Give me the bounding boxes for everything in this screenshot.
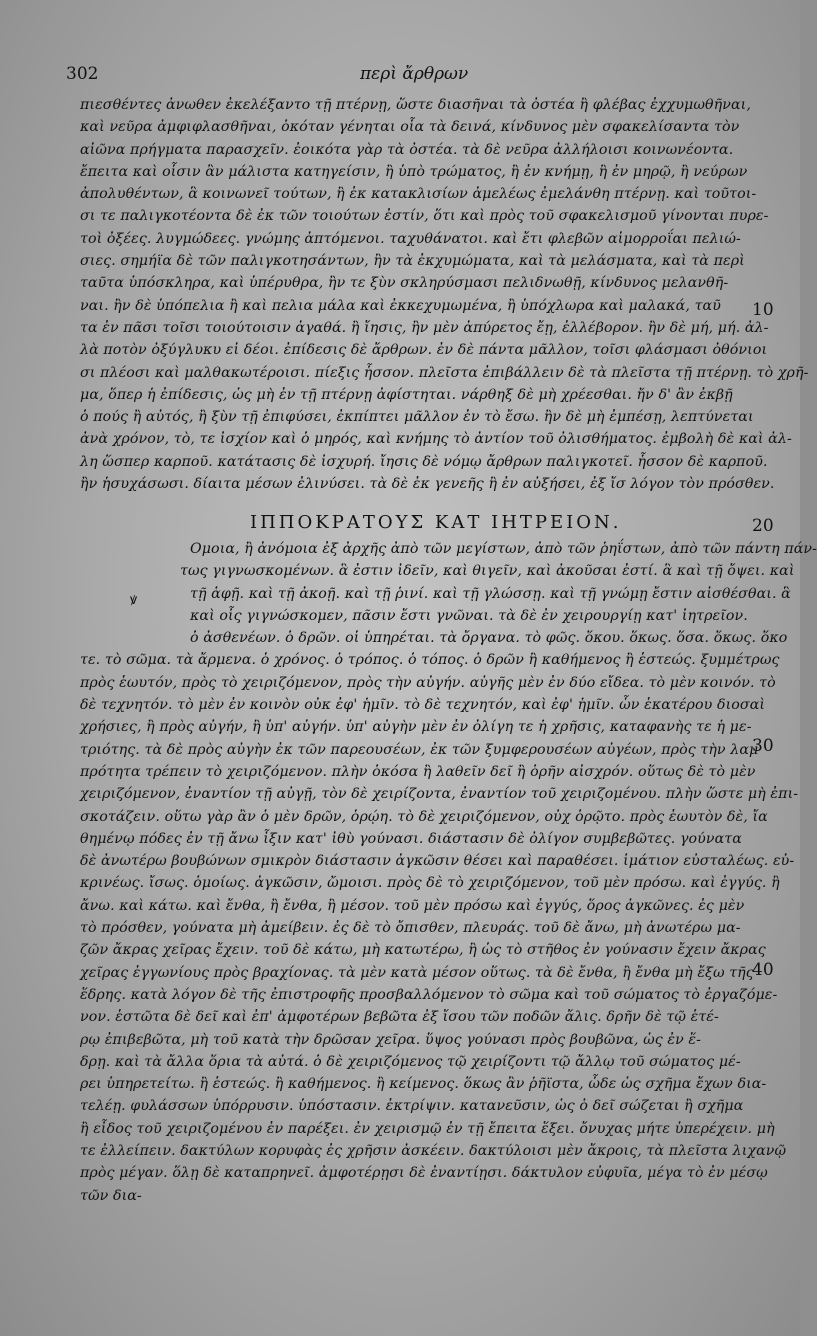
text-line: τὸ πρόσθεν, γούνατα μὴ ἀμείβειν. ἐς δὲ τὸ ὄπισθεν, πλευράς. τοῦ δὲ ἄνω, μὴ ἀνωτέρω μα-	[80, 920, 741, 937]
running-head: περὶ ἄρθρων	[360, 64, 469, 84]
text-line: λὰ ποτὸν ὀξύγλυκυ εἰ δέοι. ἐπίδεσις δὲ ἄρθρων. ἐν δὲ πάντα μᾶλλον, τοῖσι φλάσμασι ὀθόνιοι	[80, 342, 768, 359]
section-title: ΙΠΠΟΚΡΑΤΟΥΣ ΚΑΤ ΙΗΤΡΕΙΟΝ.	[250, 512, 622, 533]
text-line: τριότης. τὰ δὲ πρὸς αὐγὴν ἐκ τῶν παρεουσέων, ἐκ τῶν ξυμφερουσέων αὐγέων, πρὸς τὴν λαμ	[80, 741, 759, 758]
text-line: πρὸς ἑωυτόν, πρὸς τὸ χειριζόμενον, πρὸς τὴν αὐγήν. αὐγῆς μὲν ἐν δύο εἴδεα. τὸ μὲν κοινόν. τὸ	[80, 674, 776, 691]
text-line: δρῃ. καὶ τὰ ἄλλα ὅρια τὰ αὐτά. ὁ δὲ χειριζόμενος τῷ χειρίζοντι τῷ ἄλλῳ τοῦ σώματος μέ-	[80, 1053, 741, 1070]
line-number-30: 30	[752, 736, 774, 756]
text-line: χεῖρας ἐγγωνίους πρὸς βραχίονας. τὰ μὲν κατὰ μέσον οὕτως. τὰ δὲ ἔνθα, ἢ ἔνθα μὴ ἔξω τῆς	[80, 964, 754, 981]
text-line: αἰῶνα πρήγματα παρασχεῖν. ἐοικότα γὰρ τὰ ὀστέα. τὰ δὲ νεῦρα ἀλλήλοισι κοινωνέοντα.	[80, 141, 734, 158]
text-line: ἢν ἡσυχάσωσι. δίαιτα μέσων ἐλινύσει. τὰ δὲ ἐκ γενεῆς ἢ ἐν αὐξήσει, ἐξ ἴσ λόγον τὸν πρόσθεν.	[80, 476, 775, 493]
text-line: ἕδρης. κατὰ λόγον δὲ τῆς ἐπιστροφῆς προσβαλλόμενον τὸ σῶμα καὶ τοῦ σώματος τὸ ἐργαζόμε-	[80, 986, 778, 1003]
text-line: πρὸς μέγαν. ὅλῃ δὲ καταπρηνεῖ. ἀμφοτέρῃσι δὲ ἐναντίῃσι. δάκτυλον εὐφυῖα, μέγα τὸ ἐν μέσῳ	[80, 1165, 768, 1182]
text-line: σκοτάζειν. οὕτω γὰρ ἂν ὁ μὲν δρῶν, ὁρῴη. τὸ δὲ χειριζόμενον, οὐχ ὁρῷτο. πρὸς ἑωυτὸν δὲ, ἴα	[80, 808, 768, 825]
text-line: ἀπολυθέντων, ἃ κοινωνεῖ τούτων, ἢ ἐκ κατακλισίων ἀμελέως ἐμελάνθη πτέρνῃ. καὶ τοῦτοι-	[80, 186, 757, 203]
text-line: τελέῃ. φυλάσσων ὑπόρρυσιν. ὑπόστασιν. ἐκτρίψιν. κατανεῦσιν, ὡς ὁ δεῖ σώζεται ἢ σχῆμα	[80, 1098, 744, 1115]
text-line: δὲ ἀνωτέρω βουβώνων σμικρὸν διάστασιν ἀγκῶσιν θέσει καὶ παραθέσει. ἱμάτιον εὐσταλέως. εὐ-	[80, 853, 795, 870]
text-line: σιες. σημήϊα δὲ τῶν παλιγκοτησάντων, ἢν τὰ ἐκχυμώματα, καὶ τὰ μελάσματα, καὶ τὰ περὶ	[80, 253, 745, 270]
text-line: θημένῳ πόδες ἐν τῇ ἄνω ἶξιν κατ' ἰθὺ γούνασι. διάστασιν δὲ ὀλίγον συμβεβῶτες. γούνατα	[80, 830, 742, 847]
text-line: δὲ τεχνητόν. τὸ μὲν ἐν κοινὸν οὐκ ἐφ' ἡμῖν. τὸ δὲ τεχνητόν, καὶ ἐφ' ἡμῖν. ὧν ἑκατέρου διοσαὶ	[80, 697, 766, 714]
text-line: τῇ ἁφῇ. καὶ τῇ ἀκοῇ. καὶ τῇ ῥινί. καὶ τῇ γλώσσῃ. καὶ τῇ γνώμῃ ἔστιν αἰσθέσθαι. ἃ	[190, 585, 791, 602]
text-line: χρήσιες, ἢ πρὸς αὐγήν, ἢ ὑπ' αὐγήν. ὑπ' αὐγὴν μὲν ἐν ὀλίγη τε ἡ χρῆσις, καταφανὴς τε ἡ με-	[80, 719, 752, 736]
page-number: 302	[66, 64, 99, 84]
text-line: νον. ἑστῶτα δὲ δεῖ καὶ ἐπ' ἀμφοτέρων βεβῶτα ἐξ ἴσου τῶν ποδῶν ἄλις. δρῆν δὲ τῷ ἑτέ-	[80, 1009, 719, 1026]
text-line: τε ἐλλείπειν. δακτύλων κορυφὰς ἐς χρῆσιν ἀσκέειν. δακτύλοισι μὲν ἄκροις, τὰ πλεῖστα λιχανῷ	[80, 1143, 787, 1160]
text-line: ἔπειτα καὶ οἷσιν ἂν μάλιστα κατηγείσιν, ἢ ὑπὸ τρώματος, ἢ ἐν κνήμῃ, ἢ ἐν μηρῷ, ἢ νεύρων	[80, 163, 748, 180]
text-line: λη ὥσπερ καρποῦ. κατάτασις δὲ ἰσχυρή. ἴησις δὲ νόμῳ ἄρθρων παλιγκοτεῖ. ἧσσον δὲ καρποῦ.	[80, 453, 768, 470]
text-line: τοὶ ὀξέες. λυγμώδεες. γνώμης ἁπτόμενοι. ταχυθάνατοι. καὶ ἔτι φλεβῶν αἱμορροΐαι πελιώ-	[80, 230, 741, 247]
line-number-20: 20	[752, 516, 774, 536]
line-number-10: 10	[752, 300, 774, 320]
text-line: ἢ εἶδος τοῦ χειριζομένου ἐν παρέξει. ἐν χειρισμῷ ἐν τῇ ἔπειτα ἕξει. ὄνυχας μήτε ὑπερέχειν. μὴ	[80, 1120, 775, 1137]
text-line: ἄνω. καὶ κάτω. καὶ ἔνθα, ἢ ἔνθα, ἢ μέσον. τοῦ μὲν πρόσω καὶ ἐγγύς, ὅρος ἀγκῶνες. ἐς μὲν	[80, 897, 745, 914]
text-line: τῶν δια-	[80, 1187, 142, 1204]
text-line: πρότητα τρέπειν τὸ χειριζόμενον. πλὴν ὁκόσα ἢ λαθεῖν δεῖ ἢ ὁρῆν αἰσχρόν. οὕτως δὲ τὸ μὲν	[80, 763, 756, 780]
text-line: ὁ ἀσθενέων. ὁ δρῶν. οἱ ὑπηρέται. τὰ ὄργανα. τὸ φῶς. ὅκου. ὅκως. ὅσα. ὅκως. ὅκο	[190, 630, 788, 647]
text-line: καὶ οἷς γιγνώσκομεν, πᾶσιν ἔστι γνῶναι. τὰ δὲ ἐν χειρουργίῃ κατ' ἰητρεῖον.	[190, 607, 748, 624]
text-line: καὶ νεῦρα ἀμφιφλασθῆναι, ὁκόταν γένηται οἷα τὰ δεινά, κίνδυνος μὲν σφακελίσαντα τὸν	[80, 119, 740, 136]
text-line: Ομοια, ἢ ἀνόμοια ἐξ ἀρχῆς ἀπὸ τῶν μεγίστων, ἀπὸ τῶν ῥηΐστων, ἀπὸ τῶν πάντη πάν-	[190, 541, 817, 557]
text-line: τως γιγνωσκομένων. ἃ ἐστιν ἰδεῖν, καὶ θιγεῖν, καὶ ἀκοῦσαι ἐστί. ἃ καὶ τῇ ὄψει. καὶ	[180, 563, 795, 580]
text-line: ταῦτα ὑπόσκληρα, καὶ ὑπέρυθρα, ἢν τε ξὺν σκληρύσμασι πελιδνωθῇ, κίνδυνος μελανθῆ-	[80, 275, 729, 292]
text-line: ναι. ἢν δὲ ὑπόπελια ἢ καὶ πελια μάλα καὶ ἐκκεχυμωμένα, ἢ ὑπόχλωρα καὶ μαλακά, ταῦ	[80, 297, 721, 314]
text-line: κρινέως. ἴσως. ὁμοίως. ἀγκῶσιν, ὤμοισι. πρὸς δὲ τὸ χειριζόμενον, τοῦ μὲν πρόσω. καὶ ἐγγύς. ἢ	[80, 875, 780, 892]
text-line: χειριζόμενον, ἐναντίον τῇ αὐγῇ, τὸν δὲ χειρίζοντα, ἐναντίον τοῦ χειριζομένου. πλὴν ὥστε μὴ ἐπι-	[80, 786, 799, 803]
text-line: σι πλέοσι καὶ μαλθακωτέροισι. πίεξις ἧσσον. πλεῖστα ἐπιβάλλειν δὲ τὰ πλεῖστα τῇ πτέρνῃ. τὸ χρῆ-	[80, 364, 809, 381]
text-line: ρῳ ἐπιβεβῶτα, μὴ τοῦ κατὰ τὴν δρῶσαν χεῖρα. ὕψος γούνασι πρὸς βουβῶνα, ὡς ἐν ἕ-	[80, 1031, 702, 1048]
text-line: ἀνὰ χρόνον, τὸ, τε ἰσχίον καὶ ὁ μηρός, καὶ κνήμης τὸ ἀντίον τοῦ ὀλισθήματος. ἐμβολὴ δὲ καὶ ἀλ-	[80, 431, 792, 448]
text-line: ζῶν ἄκρας χεῖρας ἔχειν. τοῦ δὲ κάτω, μὴ κατωτέρω, ἢ ὡς τὸ στῆθος ἐν γούνασιν ἔχειν ἄκρας	[80, 942, 766, 959]
text-line: ὁ πούς ἢ αὐτός, ἢ ξὺν τῇ ἐπιφύσει, ἐκπίπτει μᾶλλον ἐν τὸ ἔσω. ἢν δὲ μὴ ἐμπέσῃ, λεπτύνεται	[80, 409, 754, 426]
text-line: σι τε παλιγκοτέοντα δὲ ἐκ τῶν τοιούτων ἐστίν, ὅτι καὶ πρὸς τοῦ σφακελισμοῦ γίνονται πυρε-	[80, 208, 769, 225]
marginal-marker: ꝟ	[130, 592, 138, 608]
text-line: ρει ὑπηρετείτω. ἢ ἑστεώς. ἢ καθήμενος. ἢ κείμενος. ὅκως ἂν ῥῆϊστα, ὧδε ὡς σχῆμα ἔχων δια-	[80, 1076, 767, 1093]
text-line: τα ἐν πᾶσι τοῖσι τοιούτοισιν ἀγαθά. ἢ ἴησις, ἢν μὲν ἀπύρετος ἔῃ, ἐλλέβορον. ἢν δὲ μή, μή. ἀλ-	[80, 319, 769, 336]
line-number-40: 40	[752, 960, 774, 980]
text-line: πιεσθέντες ἀνωθεν ἐκελέξαντο τῇ πτέρνῃ, ὥστε διασῆναι τὰ ὀστέα ἢ φλέβας ἐχχυμωθῆναι,	[80, 97, 751, 113]
text-line: μα, ὅπερ ἡ ἐπίδεσις, ὡς μὴ ἐν τῇ πτέρνῃ ἀφίστηται. νάρθηξ δὲ μὴ χρέεσθαι. ἤν δ' ἂν ἐκβῇ	[80, 386, 733, 403]
text-line: τε. τὸ σῶμα. τὰ ἄρμενα. ὁ χρόνος. ὁ τρόπος. ὁ τόπος. ὁ δρῶν ἢ καθήμενος ἢ ἑστεώς. ξυμμέτρως	[80, 652, 780, 669]
